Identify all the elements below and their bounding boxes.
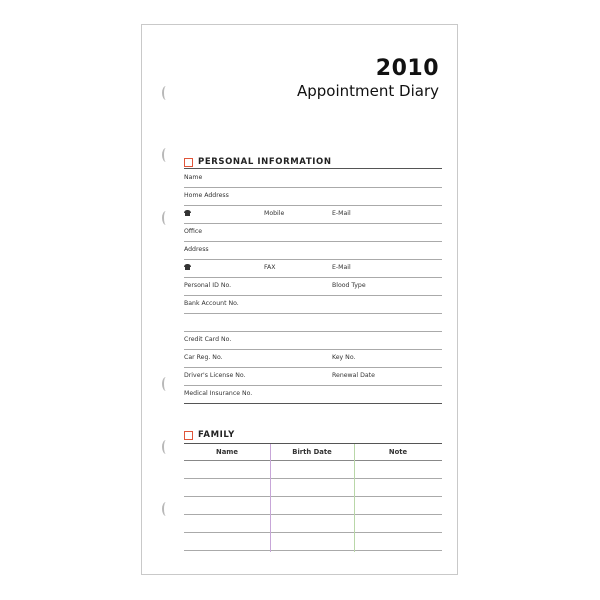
personal-info-heading-label: PERSONAL INFORMATION bbox=[198, 157, 332, 167]
family-heading-label: FAMILY bbox=[198, 430, 235, 440]
office-email-label: E-Mail bbox=[332, 264, 351, 271]
drivers-license-label: Driver's License No. bbox=[184, 372, 246, 379]
mobile-label: Mobile bbox=[264, 210, 285, 217]
personal-id-label: Personal ID No. bbox=[184, 282, 232, 289]
field-row-medical-insurance bbox=[184, 385, 442, 404]
year-title: 2010 bbox=[375, 56, 439, 81]
table-row bbox=[184, 532, 442, 551]
field-row-home-address bbox=[184, 187, 442, 206]
medical-insurance-label: Medical Insurance No. bbox=[184, 390, 253, 397]
table-row bbox=[184, 460, 442, 479]
family-col-birth-date: Birth Date bbox=[292, 448, 332, 456]
field-row-car-reg bbox=[184, 349, 442, 368]
table-row bbox=[184, 478, 442, 497]
binder-hole bbox=[162, 86, 170, 100]
binder-hole bbox=[162, 148, 170, 162]
diary-page bbox=[141, 24, 458, 575]
credit-card-label: Credit Card No. bbox=[184, 336, 232, 343]
table-row bbox=[184, 514, 442, 533]
field-row-name bbox=[184, 169, 442, 188]
field-row-blank bbox=[184, 313, 442, 332]
diary-title: Appointment Diary bbox=[297, 82, 439, 100]
field-row-bank-account bbox=[184, 295, 442, 314]
car-reg-label: Car Reg. No. bbox=[184, 354, 223, 361]
column-divider bbox=[270, 444, 271, 552]
phone-icon bbox=[184, 264, 191, 270]
table-row bbox=[184, 496, 442, 515]
field-row-office-phone bbox=[184, 259, 442, 278]
family-table-header bbox=[184, 444, 442, 461]
renewal-date-label: Renewal Date bbox=[332, 372, 375, 379]
field-row-home-phone bbox=[184, 205, 442, 224]
personal-info-heading bbox=[184, 157, 332, 167]
bank-account-label: Bank Account No. bbox=[184, 300, 239, 307]
binder-hole bbox=[162, 377, 170, 391]
blood-type-label: Blood Type bbox=[332, 282, 366, 289]
field-row-drivers-license bbox=[184, 367, 442, 386]
office-label: Office bbox=[184, 228, 203, 235]
address-label: Address bbox=[184, 246, 209, 253]
fax-label: FAX bbox=[264, 264, 276, 271]
field-row-address bbox=[184, 241, 442, 260]
column-divider bbox=[354, 444, 355, 552]
binder-hole bbox=[162, 211, 170, 225]
key-no-label: Key No. bbox=[332, 354, 356, 361]
binder-hole bbox=[162, 440, 170, 454]
email-label: E-Mail bbox=[332, 210, 351, 217]
checkbox-icon bbox=[184, 431, 193, 440]
checkbox-icon bbox=[184, 158, 193, 167]
phone-icon bbox=[184, 210, 191, 216]
field-row-credit-card bbox=[184, 331, 442, 350]
family-heading bbox=[184, 430, 235, 440]
field-row-office bbox=[184, 223, 442, 242]
name-label: Name bbox=[184, 174, 203, 181]
family-col-note: Note bbox=[388, 448, 408, 456]
home-address-label: Home Address bbox=[184, 192, 229, 199]
family-col-name: Name bbox=[216, 448, 238, 456]
binder-hole bbox=[162, 502, 170, 516]
field-row-personal-id bbox=[184, 277, 442, 296]
